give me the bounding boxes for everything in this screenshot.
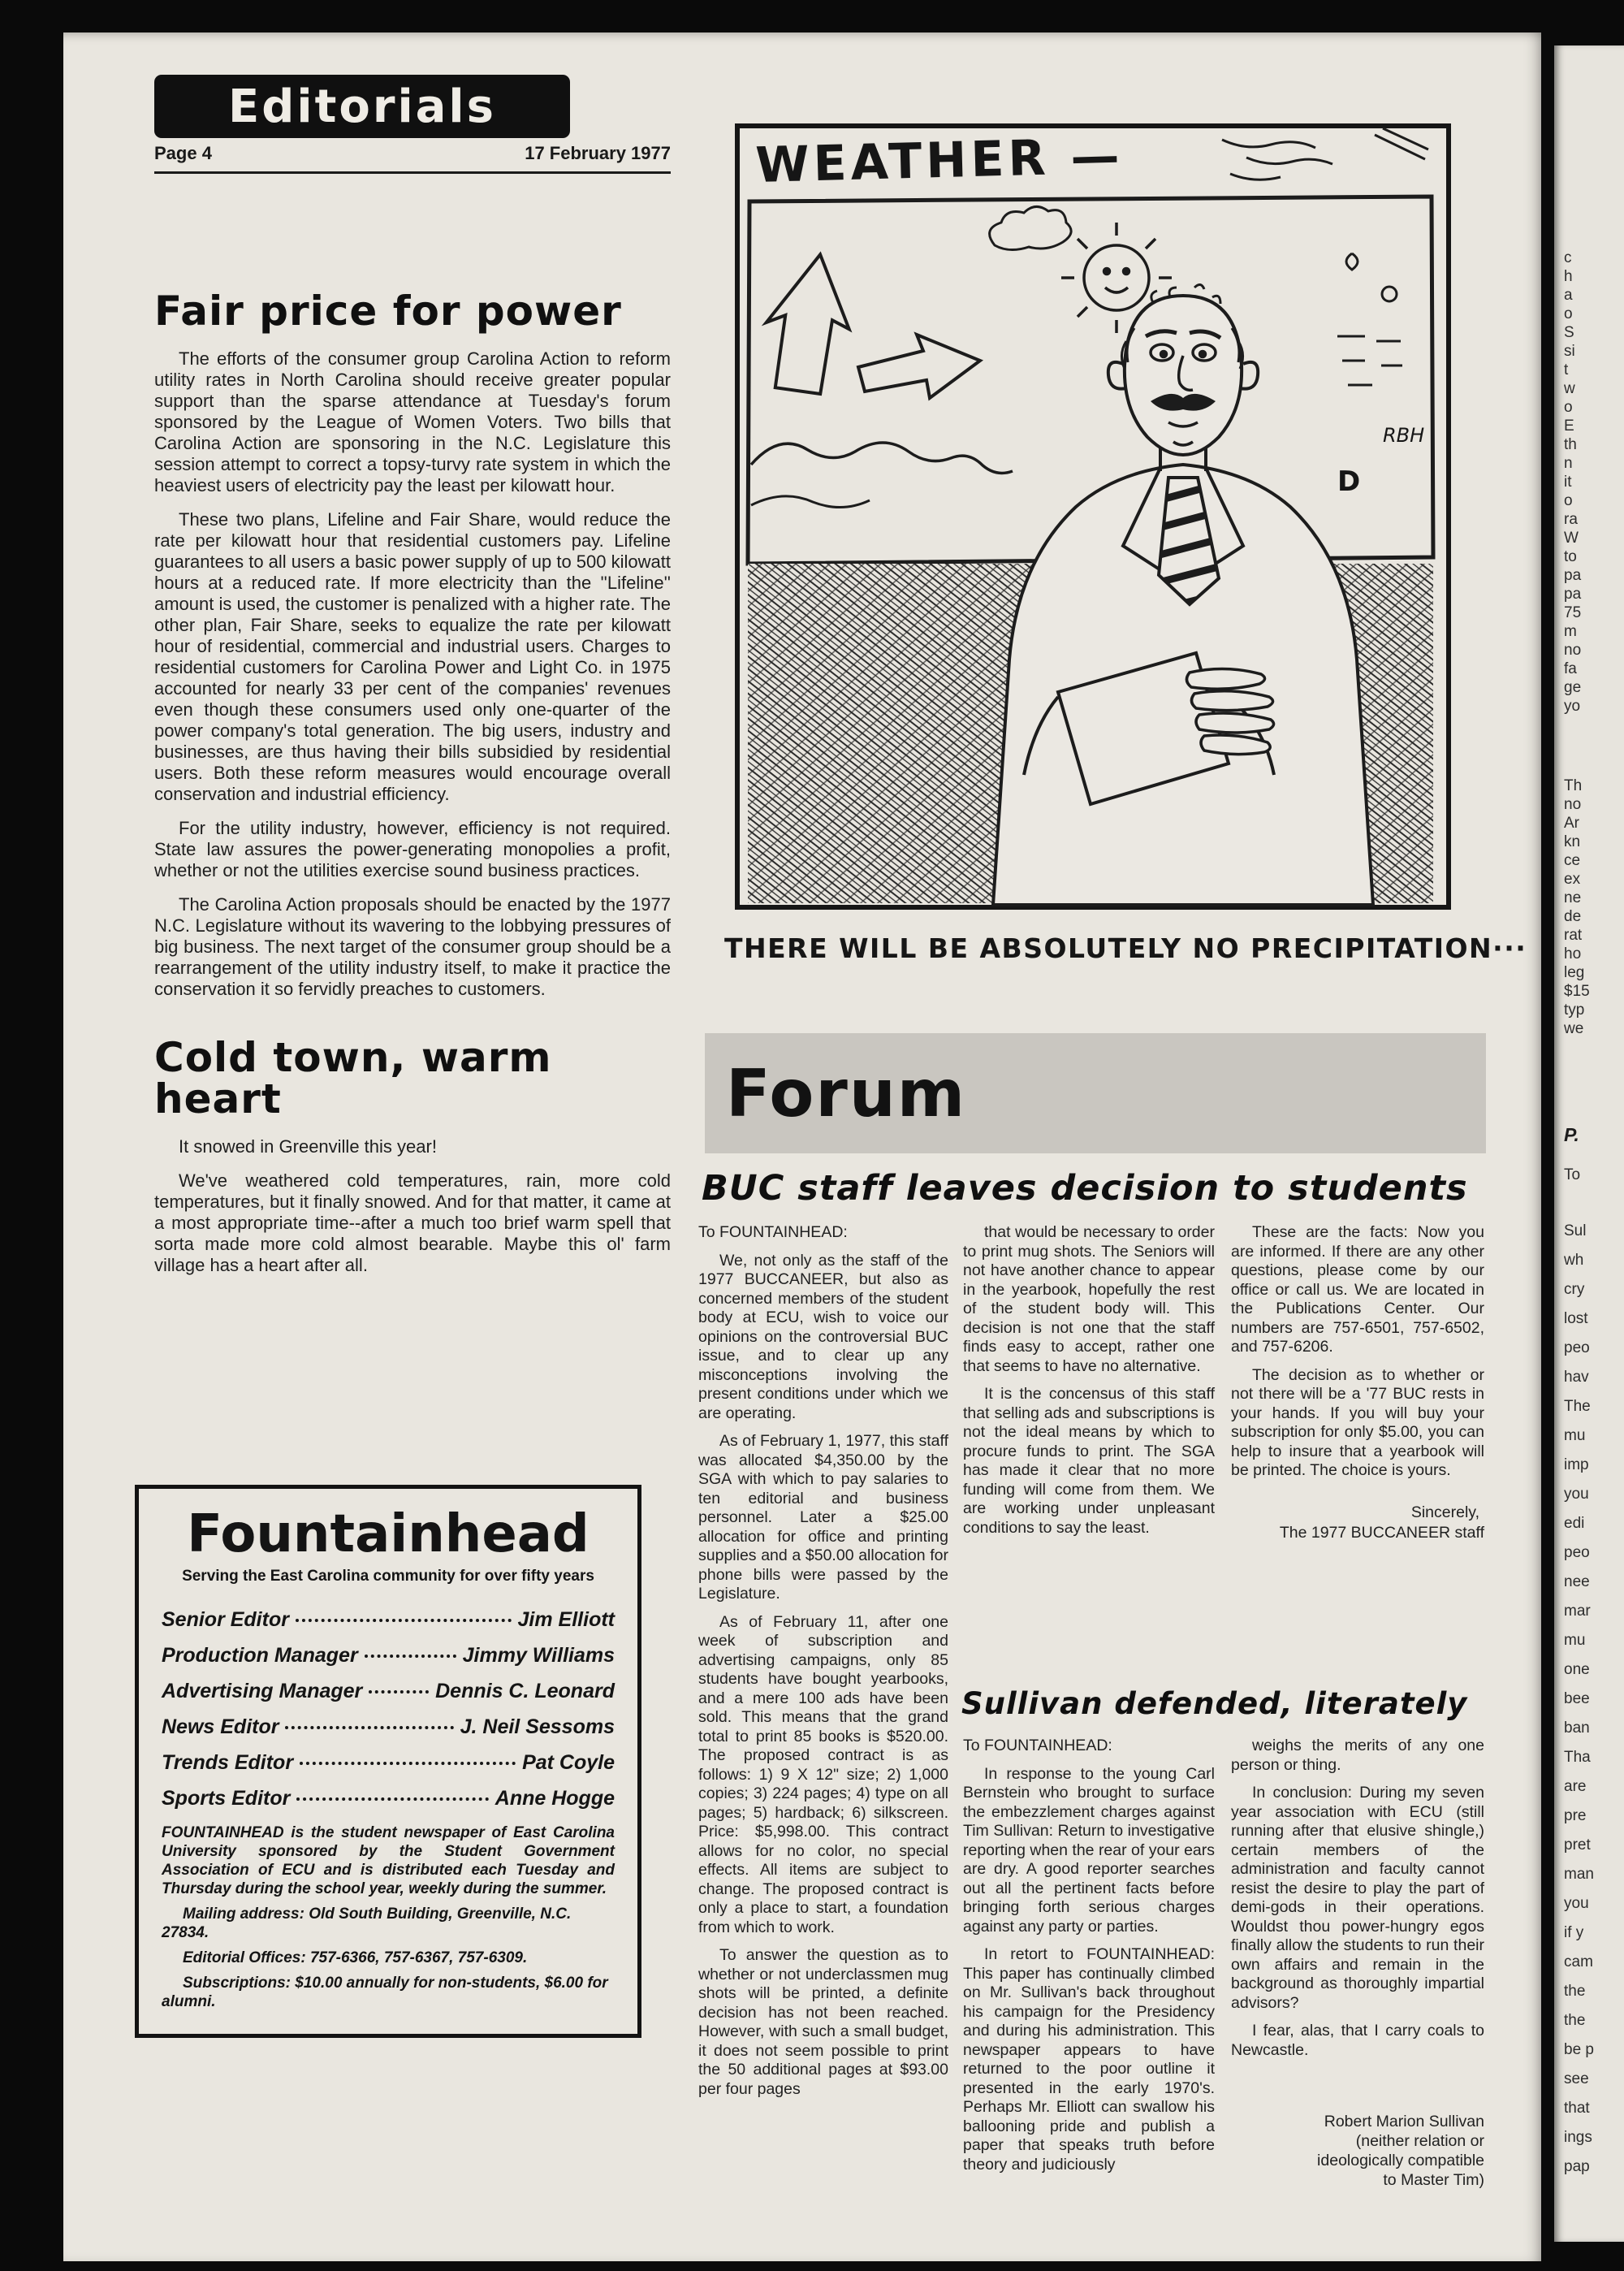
- text-fragment: pap: [1564, 2158, 1590, 2175]
- text-fragment: $15: [1564, 983, 1590, 1000]
- map-doodles: [1337, 253, 1402, 385]
- text-fragment: imp: [1564, 1456, 1589, 1473]
- artist-signature: RBH: [1383, 424, 1425, 447]
- buc-column-1: [698, 1223, 948, 2108]
- coastline-squiggle: [751, 443, 1013, 473]
- signature-line: ideologically compatible: [1317, 2152, 1484, 2169]
- weather-cartoon: [735, 123, 1451, 910]
- letter-paragraph: It is the concensus of this staff that selling ads and subscriptions is not the ideal means by which to procure funds to print. The SGA has made it clear that no more funding will come from them. We are working under unpleasant conditions to say the least.: [963, 1385, 1215, 1537]
- cold-town-body: [154, 1136, 671, 1276]
- text-fragment: si: [1564, 343, 1575, 360]
- weather-cartoon-drawing: [735, 123, 1451, 910]
- letter-signoff: Sincerely,: [1410, 1503, 1479, 1521]
- dotted-leader: [285, 1726, 453, 1729]
- sullivan-column-2: [1231, 1737, 1484, 2190]
- text-fragment: o: [1564, 399, 1573, 416]
- text-fragment: it: [1564, 474, 1572, 491]
- letter-paragraph: In response to the young Carl Bernstein who brought to surface the embezzlement charges against Tim Sullivan: Return to investigative reporting when the rear of your ears are dry. A good reporter searches out all the pertinent facts before bringing forth serious charges against any party or parties.: [963, 1764, 1216, 1936]
- text-fragment: if y: [1564, 1924, 1584, 1941]
- fair-price-body: [154, 348, 671, 1000]
- page-meta: [154, 143, 671, 174]
- staff-role: Production Manager: [162, 1644, 358, 1667]
- weatherman-figure: [993, 284, 1373, 905]
- text-fragment: mu: [1564, 1427, 1586, 1444]
- text-fragment: bee: [1564, 1690, 1590, 1707]
- text-fragment: n: [1564, 455, 1573, 472]
- staff-row: [162, 1608, 615, 1632]
- text-fragment: Ar: [1564, 815, 1579, 832]
- adjacent-page-edge: [1554, 45, 1624, 2242]
- sullivan-column-2-body: [1231, 1737, 1484, 2060]
- text-fragment: see: [1564, 2070, 1589, 2087]
- staff-row: [162, 1787, 615, 1810]
- text-fragment: Sul: [1564, 1222, 1587, 1239]
- text-fragment: yo: [1564, 698, 1581, 715]
- text-fragment: lost: [1564, 1310, 1588, 1327]
- text-fragment: The: [1564, 1398, 1591, 1415]
- section-banner: [154, 75, 570, 138]
- signature-line: Robert Marion Sullivan: [1324, 2113, 1484, 2130]
- text-fragment: m: [1564, 623, 1577, 640]
- text-fragment: are: [1564, 1778, 1587, 1795]
- text-fragment: ex: [1564, 871, 1581, 888]
- edge-text-fragments: [1564, 249, 1581, 716]
- staff-role: Sports Editor: [162, 1787, 291, 1810]
- text-fragment: nee: [1564, 1573, 1590, 1590]
- text-fragment: ce: [1564, 852, 1581, 869]
- letter-paragraph: To answer the question as to whether or not underclassmen mug shots will be printed, a definite decision has not been reached. However, with such a small budget, it does not seem possible to print the 50 additional pages at $93.00 per four pages: [698, 1946, 948, 2098]
- wind-squiggles: [1222, 128, 1428, 180]
- text-fragment: leg: [1564, 964, 1585, 981]
- forum-title: Forum: [726, 1055, 967, 1131]
- staff-row: [162, 1680, 615, 1703]
- text-fragment: you: [1564, 1895, 1589, 1912]
- staff-role: News Editor: [162, 1715, 279, 1738]
- text-fragment: ge: [1564, 679, 1582, 696]
- letter-signature: [1231, 2112, 1484, 2190]
- text-fragment: de: [1564, 908, 1582, 925]
- edge-salutation-fragment: To: [1564, 1166, 1581, 1183]
- sullivan-column-1-body: [963, 1765, 1215, 2175]
- text-fragment: you: [1564, 1486, 1589, 1503]
- staff-name: Jimmy Williams: [462, 1644, 615, 1667]
- signature-line: (neither relation or: [1355, 2132, 1484, 2150]
- map-letter-d: D: [1337, 465, 1361, 498]
- letter-salutation: To FOUNTAINHEAD:: [963, 1737, 1112, 1754]
- text-fragment: a: [1564, 287, 1573, 304]
- text-fragment: man: [1564, 1866, 1594, 1883]
- head: [1125, 296, 1242, 455]
- letter-signoff-name: The 1977 BUCCANEER staff: [1279, 1524, 1484, 1542]
- article-paragraph: The efforts of the consumer group Carolina Action to reform utility rates in North Carolina should receive greater popular support than the sparse attendance at Tuesday's forum sponsored by the League of Women Voters. Two bills that Carolina Action are sponsoring in the N.C. Legislature this session attempt to correct a topsy-turvy rate system in which the heaviest users of electricity pay the least per kilowatt hour.: [154, 348, 671, 495]
- staff-role: Senior Editor: [162, 1608, 289, 1631]
- buc-column-1-body: [698, 1252, 948, 2100]
- signature-line: to Master Tim): [1383, 2171, 1484, 2189]
- text-fragment: rat: [1564, 927, 1583, 944]
- forum-band: [705, 1033, 1486, 1153]
- text-fragment: hav: [1564, 1369, 1589, 1386]
- article-title-cold-town: Cold town, warm heart: [154, 1034, 552, 1123]
- section-title: Editorials: [228, 80, 496, 133]
- text-fragment: fa: [1564, 660, 1577, 677]
- text-fragment: peo: [1564, 1544, 1590, 1561]
- article-paragraph: For the utility industry, however, efficiency is not required. State law assures the power-generating monopolies a profit, whether or not the utilities exercise sound business practices.: [154, 818, 671, 880]
- text-fragment: cam: [1564, 1953, 1593, 1970]
- masthead-subscriptions: Subscriptions: $10.00 annually for non-students, $6.00 for alumni.: [162, 1975, 608, 2010]
- text-fragment: th: [1564, 436, 1577, 453]
- edge-heading-fragment: P.: [1564, 1124, 1579, 1145]
- text-fragment: 75: [1564, 604, 1582, 621]
- masthead-name: Fountainhead: [187, 1504, 590, 1564]
- text-fragment: ne: [1564, 889, 1582, 906]
- article-paragraph: These two plans, Lifeline and Fair Share, would reduce the rate per kilowatt hour that residential customers pay. Lifeline guarantees to all users a basic power supply of up to 500 kilowatt hours at a reduced rate. If more electricity than the ''Lifeline'' amount is used, the customer is penalized with a higher rate. The other plan, Fair Share, seeks to equalize the rate per kilowatt hour of residential, commercial and industrial users. Charges to residential customers for Carolina Power and Light Co. in 1975 accounted for nearly 33 per cent of the companies' revenues even though these consumers used only one-quarter of the power company's total generation. The big users, industry and businesses, are thus having their bills subsidied by residential users. Both these reform measures would encourage overall conservation and industrial efficiency.: [154, 509, 671, 804]
- text-fragment: o: [1564, 305, 1573, 322]
- text-fragment: pa: [1564, 586, 1582, 603]
- staff-list: [162, 1608, 615, 1810]
- text-fragment: one: [1564, 1661, 1590, 1678]
- staff-row: [162, 1715, 615, 1739]
- text-fragment: kn: [1564, 833, 1581, 850]
- text-fragment: be p: [1564, 2041, 1594, 2058]
- dotted-leader: [369, 1690, 429, 1694]
- letter-salutation: To FOUNTAINHEAD:: [698, 1223, 848, 1241]
- editorial-column: [154, 288, 671, 1289]
- sullivan-letter-title: Sullivan defended, literately: [961, 1686, 1468, 1721]
- buc-column-3: [1231, 1223, 1484, 1543]
- text-fragment: S: [1564, 324, 1574, 341]
- text-fragment: W: [1564, 530, 1579, 547]
- text-fragment: mar: [1564, 1603, 1591, 1620]
- text-fragment: the: [1564, 2012, 1586, 2029]
- text-fragment: Th: [1564, 777, 1583, 794]
- staff-name: Anne Hogge: [495, 1787, 615, 1810]
- letter-paragraph: that would be necessary to order to print mug shots. The Seniors will not have another chance to appear in the yearbook, hopefully the rest of the student body will. This decision is not one that the staff finds easy to accept, rather one that seems to have no alternative.: [963, 1223, 1215, 1375]
- letter-paragraph: In conclusion: During my seven year association with ECU (still running after that elusive shingle,) certain members of the administration and faculty cannot resist the desire to play the part of demi-gods in their operations. Wouldst thou power-hungry egos finally allow the students to run their own affairs and remain in the background as thoroughly impartial advisors?: [1231, 1784, 1484, 2012]
- cartoon-title: WEATHER —: [754, 128, 1125, 194]
- newspaper-page: [63, 32, 1541, 2261]
- masthead-tagline: Serving the East Carolina community for over fifty years: [182, 1568, 594, 1585]
- issue-date: 17 February 1977: [525, 143, 671, 163]
- text-fragment: typ: [1564, 1001, 1585, 1019]
- staff-role: Trends Editor: [162, 1751, 294, 1774]
- article-paragraph: The Carolina Action proposals should be enacted by the 1977 N.C. Legislature without its wavering to the lobbying pressures of big business. The next target of the consumer group should be a rearrangement of the utility industry itself, to make it practice the conservation it so fervidly preaches to customers.: [154, 894, 671, 999]
- sullivan-column-1: [963, 1737, 1215, 2183]
- arrow-right-icon: [858, 335, 980, 398]
- staff-name: Dennis C. Leonard: [435, 1680, 615, 1702]
- letter-paragraph: The decision as to whether or not there will be a '77 BUC rests in your hands. If you will buy your subscription for only $5.00, you can help to insure that a yearbook will be printed. The choice is yours.: [1231, 1365, 1484, 1479]
- text-fragment: wh: [1564, 1252, 1584, 1269]
- article-paragraph: It snowed in Greenville this year!: [179, 1136, 437, 1157]
- edge-text-fragments: [1564, 1217, 1594, 2182]
- text-fragment: h: [1564, 268, 1573, 285]
- text-fragment: Tha: [1564, 1749, 1591, 1766]
- text-fragment: no: [1564, 642, 1582, 659]
- text-fragment: to: [1564, 548, 1577, 565]
- dotted-leader: [296, 1797, 488, 1801]
- cartoon-caption: THERE WILL BE ABSOLUTELY NO PRECIPITATION···: [724, 932, 1527, 964]
- text-fragment: cry: [1564, 1281, 1585, 1298]
- text-fragment: pa: [1564, 567, 1582, 584]
- letter-paragraph: As of February 11, after one week of subscription and advertising campaigns, only 85 students have bought yearbooks, and a mere 100 ads have been sold. This means that the grand total to print 85 books is $520.00. The proposed contract is as follows: 1) 9 X 12" size; 2) 1,000 copies; 3) 224 pages; 4) type on all pages; 5) hardback; 6) silkscreen. Price: $5,998.00. This contract allows for no color, no special effects. All items are subject to change. The proposed contract is only a place to start, a foundation from which to work.: [698, 1612, 948, 1936]
- text-fragment: E: [1564, 417, 1574, 435]
- text-fragment: pre: [1564, 1807, 1587, 1824]
- text-fragment: ings: [1564, 2129, 1592, 2146]
- dotted-leader: [296, 1619, 512, 1622]
- staff-row: [162, 1644, 615, 1668]
- masthead-mailing: Mailing address: Old South Building, Greenville, N.C. 27834.: [162, 1905, 572, 1941]
- masthead-offices: Editorial Offices: 757-6366, 757-6367, 757-6309.: [183, 1949, 528, 1966]
- dotted-leader: [365, 1655, 456, 1658]
- letter-paragraph: We, not only as the staff of the 1977 BUCCANEER, but also as concerned members of the student body at ECU, wish to voice our opinions on the controversial BUC issue, and to clear up any misconceptions involving the present conditions under which we are operating.: [698, 1251, 948, 1422]
- text-fragment: edi: [1564, 1515, 1585, 1532]
- cloud-icon: [990, 206, 1072, 249]
- buc-column-2: [963, 1223, 1215, 1546]
- text-fragment: we: [1564, 1020, 1584, 1037]
- buc-letter-title: BUC staff leaves decision to students: [702, 1168, 1468, 1209]
- masthead-box: [135, 1485, 641, 2038]
- text-fragment: ho: [1564, 945, 1582, 962]
- buc-column-3-body: [1231, 1223, 1484, 1481]
- article-paragraph: We've weathered cold temperatures, rain, more cold temperatures, but it finally snowed. And for that matter, it came at a most appropriate time--after a much too brief warm spell that sorta made more cold almost bearable. Maybe this ol' farm village has a heart after all.: [154, 1170, 671, 1275]
- staff-role: Advertising Manager: [162, 1680, 363, 1702]
- letter-paragraph: These are the facts: Now you are informed. If there are any other questions, please come by our office or call us. We are located in the Publications Center. Our numbers are 757-6501, 757-6502, and 757-6206.: [1231, 1223, 1484, 1356]
- text-fragment: ra: [1564, 511, 1578, 528]
- text-fragment: ban: [1564, 1719, 1590, 1737]
- dotted-leader: [300, 1762, 516, 1765]
- staff-row: [162, 1751, 615, 1775]
- text-fragment: the: [1564, 1983, 1586, 2000]
- text-fragment: that: [1564, 2100, 1590, 2117]
- edge-text-fragments: [1564, 776, 1590, 1038]
- text-fragment: w: [1564, 380, 1575, 397]
- text-fragment: peo: [1564, 1339, 1590, 1356]
- page-number: Page 4: [154, 143, 212, 163]
- masthead-about: FOUNTAINHEAD is the student newspaper of East Carolina University sponsored by the Student Government Association of ECU and is distributed each Tuesday and Thursday during the school year, weekly during the summer.: [162, 1824, 615, 1897]
- arrow-up-icon: [758, 249, 859, 397]
- staff-name: Pat Coyle: [522, 1751, 615, 1774]
- article-title-fair-price: Fair price for power: [154, 288, 622, 335]
- text-fragment: mu: [1564, 1632, 1586, 1649]
- staff-name: J. Neil Sessoms: [460, 1715, 615, 1738]
- text-fragment: pret: [1564, 1836, 1591, 1854]
- text-fragment: t: [1564, 361, 1569, 378]
- buc-column-2-body: [963, 1223, 1215, 1538]
- letter-paragraph: I fear, alas, that I carry coals to Newcastle.: [1231, 2022, 1484, 2059]
- letter-paragraph: In retort to FOUNTAINHEAD: This paper has continually climbed on Mr. Sullivan's back throughout his campaign for the Presidency and during his administration. This newspaper appears to have returned to the poor outline it presented in the early 1970's. Perhaps Mr. Elliott can swallow his ballooning pride and publish a paper that speaks truth before theory and judiciously: [963, 1945, 1215, 2174]
- text-fragment: o: [1564, 492, 1573, 509]
- text-fragment: no: [1564, 796, 1582, 813]
- staff-name: Jim Elliott: [517, 1608, 615, 1631]
- text-fragment: c: [1564, 249, 1572, 266]
- letter-paragraph: weighs the merits of any one person or thing.: [1231, 1737, 1484, 1774]
- letter-paragraph: As of February 1, 1977, this staff was allocated $4,350.00 by the SGA with which to pay salaries to ten editorial and business personnel. Later a $25.00 allocation for office and printing supplies and a $50.00 allocation for phone bills were passed by the Legislature.: [698, 1432, 948, 1603]
